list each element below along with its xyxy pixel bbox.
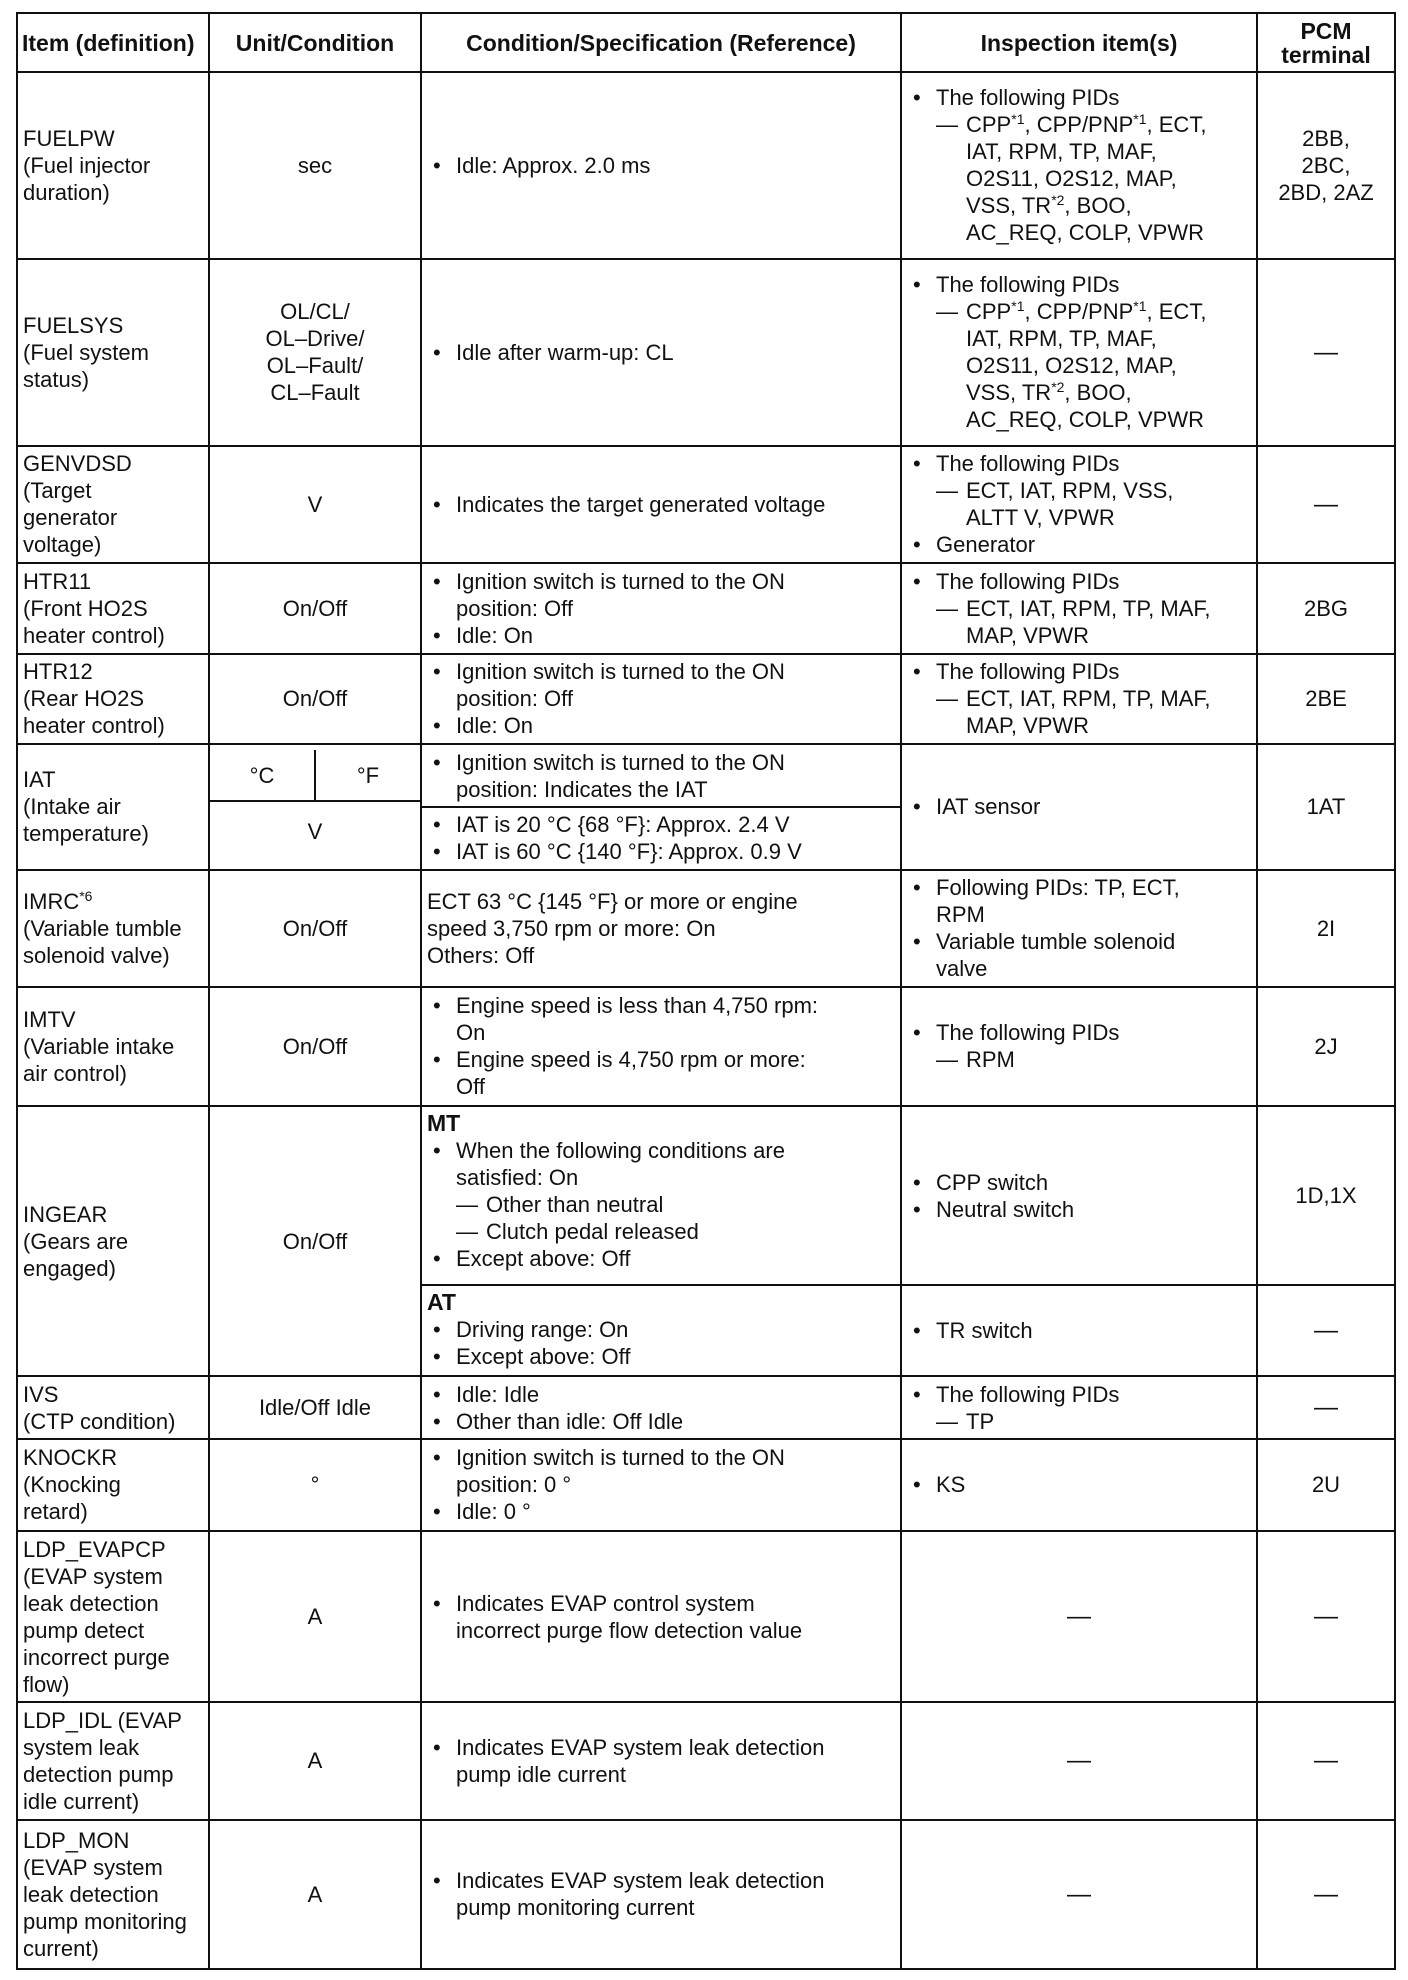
pcm-cell: —: [1257, 446, 1395, 563]
pcm-cell: —: [1257, 1285, 1395, 1376]
spec-cell: • Ignition switch is turned to the ON position: Off • Idle: On: [421, 563, 901, 654]
row-imtv: [17, 987, 1395, 1106]
pcm-cell: —: [1257, 1820, 1395, 1969]
spec-cell: • Indicates the target generated voltage: [421, 446, 901, 563]
unit-cell: V: [209, 446, 421, 563]
item-cell: LDP_MON (EVAP system leak detection pump monitoring current): [17, 1820, 209, 1969]
inspection-cell: • CPP switch • Neutral switch: [901, 1106, 1257, 1286]
unit-cell: °: [209, 1439, 421, 1531]
inspection-cell: • The following PIDs — ECT, IAT, RPM, VSS, ALTT V, VPWR • Generator: [901, 446, 1257, 563]
spec-cell: • Engine speed is less than 4,750 rpm: On • Engine speed is 4,750 rpm or more: Off: [421, 987, 901, 1106]
inspection-cell: • The following PIDs — ECT, IAT, RPM, TP, MAF, MAP, VPWR: [901, 563, 1257, 654]
inspection-cell: • The following PIDs — CPP$^{*1}$, CPP/PNP$^{*1}$, ECT, IAT, RPM, TP, MAF, O2S11, O2S12, MAP, VSS, TR$^{*2}$, BOO, AC_REQ, COLP, VPWR: [901, 259, 1257, 446]
header-item: Item (definition): [17, 13, 209, 72]
pcm-cell: 2BG: [1257, 563, 1395, 654]
row-knockr: [17, 1439, 1395, 1531]
header-spec: Condition/Specification (Reference): [421, 13, 901, 72]
spec-cell: • Idle: Approx. 2.0 ms: [421, 72, 901, 259]
pcm-cell: —: [1257, 1376, 1395, 1439]
item-cell: FUELPW (Fuel injector duration): [17, 72, 209, 259]
pid-reference-table: [16, 12, 1396, 1970]
spec-cell: • IAT is 20 °C {68 °F}: Approx. 2.4 V • IAT is 60 °C {140 °F}: Approx. 0.9 V: [421, 807, 901, 870]
header-pcm: PCM terminal: [1257, 13, 1395, 72]
item-cell: FUELSYS (Fuel system status): [17, 259, 209, 446]
row-imrc: [17, 870, 1395, 987]
spec-cell: • Indicates EVAP system leak detection pump monitoring current: [421, 1820, 901, 1969]
pcm-cell: 1AT: [1257, 744, 1395, 869]
unit-cell: On/Off: [209, 654, 421, 745]
spec-cell: • Idle: Idle • Other than idle: Off Idle: [421, 1376, 901, 1439]
unit-cell: sec: [209, 72, 421, 259]
header-unit: Unit/Condition: [209, 13, 421, 72]
item-cell: INGEAR (Gears are engaged): [17, 1106, 209, 1377]
inspection-cell: —: [901, 1820, 1257, 1969]
item-cell: HTR11 (Front HO2S heater control): [17, 563, 209, 654]
row-ingear-mt: [17, 1106, 1395, 1286]
spec-cell: • Indicates EVAP system leak detection pump idle current: [421, 1702, 901, 1819]
pcm-cell: 2J: [1257, 987, 1395, 1106]
pcm-cell: 2BB, 2BC, 2BD, 2AZ: [1257, 72, 1395, 259]
inspection-cell: • The following PIDs — ECT, IAT, RPM, TP, MAF, MAP, VPWR: [901, 654, 1257, 745]
inspection-cell: • TR switch: [901, 1285, 1257, 1376]
pcm-cell: 2U: [1257, 1439, 1395, 1531]
header-inspection: Inspection item(s): [901, 13, 1257, 72]
unit-cell: OL/CL/ OL–Drive/ OL–Fault/ CL–Fault: [209, 259, 421, 446]
unit-fahrenheit: °F: [356, 762, 380, 788]
unit-volt: V: [307, 818, 323, 844]
unit-celsius: °C: [210, 750, 316, 800]
item-cell: HTR12 (Rear HO2S heater control): [17, 654, 209, 745]
unit-cell: On/Off: [209, 987, 421, 1106]
row-iat-a: [17, 744, 1395, 807]
unit-cell: On/Off: [209, 870, 421, 987]
row-htr11: [17, 563, 1395, 654]
unit-cell: On/Off: [209, 1106, 421, 1377]
inspection-cell: —: [901, 1702, 1257, 1819]
item-cell: IVS (CTP condition): [17, 1376, 209, 1439]
row-ldp-mon: [17, 1820, 1395, 1969]
unit-cell: On/Off: [209, 563, 421, 654]
item-cell: GENVDSD (Target generator voltage): [17, 446, 209, 563]
pcm-cell: 2I: [1257, 870, 1395, 987]
spec-cell: • Ignition switch is turned to the ON position: Indicates the IAT: [421, 744, 901, 807]
inspection-cell: • IAT sensor: [901, 744, 1257, 869]
spec-cell: ECT 63 °C {145 °F} or more or engine speed 3,750 rpm or more: On Others: Off: [421, 870, 901, 987]
item-cell: IMRC$^{*6}$ (Variable tumble solenoid valve): [17, 870, 209, 987]
spec-cell: • Ignition switch is turned to the ON position: Off • Idle: On: [421, 654, 901, 745]
pcm-cell: —: [1257, 1531, 1395, 1703]
item-cell: KNOCKR (Knocking retard): [17, 1439, 209, 1531]
pcm-cell: 1D,1X: [1257, 1106, 1395, 1286]
row-genvdsd: [17, 446, 1395, 563]
inspection-cell: • Following PIDs: TP, ECT, RPM • Variable tumble solenoid valve: [901, 870, 1257, 987]
spec-cell: • Idle after warm-up: CL: [421, 259, 901, 446]
row-fuelpw: [17, 72, 1395, 259]
header-row: [17, 13, 1395, 72]
mt-label: MT: [427, 1109, 461, 1136]
unit-cell: A: [209, 1820, 421, 1969]
inspection-cell: • The following PIDs — CPP$^{*1}$, CPP/PNP$^{*1}$, ECT, IAT, RPM, TP, MAF, O2S11, O2S12, MAP, VSS, TR$^{*2}$, BOO, AC_REQ, COLP, VPWR: [901, 72, 1257, 259]
inspection-cell: • KS: [901, 1439, 1257, 1531]
spec-cell: • Ignition switch is turned to the ON position: 0 ° • Idle: 0 °: [421, 1439, 901, 1531]
spec-cell: MT • When the following conditions are satisfied: On — Other than neutral — Clutch pedal released • Except above: Off: [421, 1106, 901, 1286]
spec-cell: AT • Driving range: On • Except above: Off: [421, 1285, 901, 1376]
row-ldp-evapcp: [17, 1531, 1395, 1703]
spec-cell: • Indicates EVAP control system incorrect purge flow detection value: [421, 1531, 901, 1703]
unit-cell: A: [209, 1531, 421, 1703]
row-ldp-idl: [17, 1702, 1395, 1819]
at-label: AT: [427, 1289, 456, 1316]
row-htr12: [17, 654, 1395, 745]
pcm-cell: —: [1257, 1702, 1395, 1819]
unit-cell: [209, 744, 421, 869]
inspection-cell: • The following PIDs — RPM: [901, 987, 1257, 1106]
unit-cell: Idle/Off Idle: [209, 1376, 421, 1439]
inspection-cell: • The following PIDs — TP: [901, 1376, 1257, 1439]
item-cell: LDP_IDL (EVAP system leak detection pump idle current): [17, 1702, 209, 1819]
item-cell: IAT (Intake air temperature): [17, 744, 209, 869]
row-fuelsys: [17, 259, 1395, 446]
row-ivs: [17, 1376, 1395, 1439]
inspection-cell: —: [901, 1531, 1257, 1703]
item-cell: IMTV (Variable intake air control): [17, 987, 209, 1106]
pcm-cell: 2BE: [1257, 654, 1395, 745]
unit-cell: A: [209, 1702, 421, 1819]
item-cell: LDP_EVAPCP (EVAP system leak detection pump detect incorrect purge flow): [17, 1531, 209, 1703]
pcm-cell: —: [1257, 259, 1395, 446]
